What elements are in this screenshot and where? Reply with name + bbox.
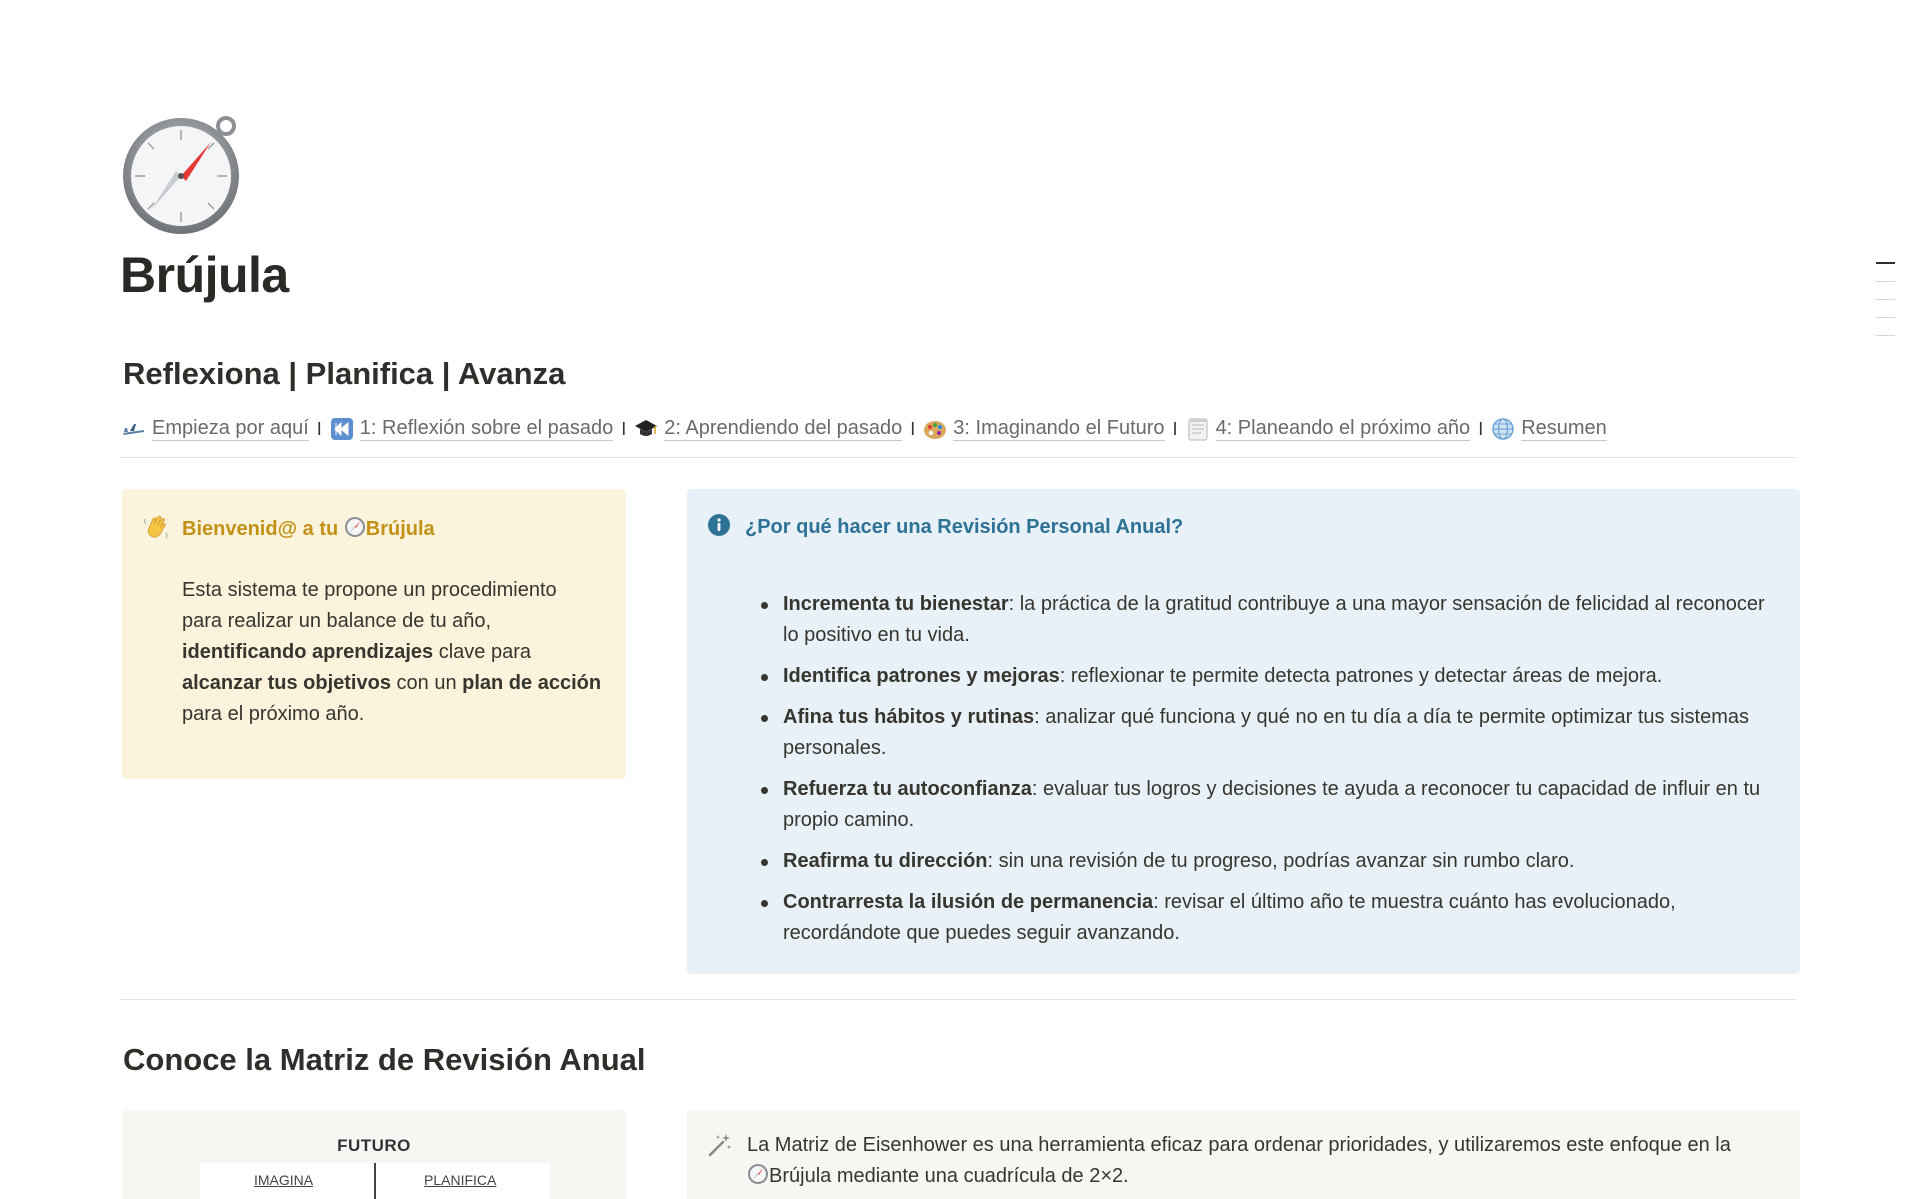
list-item: Identifica patrones y mejoras: reflexionar te permite detecta patrones y detectar áreas de mejora. bbox=[759, 661, 1769, 692]
info-icon bbox=[707, 513, 731, 542]
welcome-title-link[interactable]: Brújula bbox=[365, 517, 435, 540]
outline-item[interactable] bbox=[1876, 317, 1895, 318]
divider bbox=[120, 999, 1796, 1000]
welcome-callout bbox=[122, 489, 626, 779]
rewind-icon bbox=[330, 417, 354, 441]
why-callout-header bbox=[707, 513, 1183, 542]
nav-link-start[interactable]: Empieza por aquí bbox=[122, 417, 309, 441]
nav-links bbox=[122, 414, 1607, 444]
nav-separator: I bbox=[316, 418, 322, 439]
matrix-callout-link[interactable]: Brújula bbox=[769, 1165, 832, 1187]
compass-icon bbox=[344, 516, 366, 544]
matrix-image[interactable] bbox=[122, 1110, 626, 1199]
matrix-callout-text: La Matriz de Eisenhower es una herramienta eficaz para ordenar prioridades, y utilizaremos este enfoque en la Brújula mediante una cuadrícula de 2×2. bbox=[747, 1130, 1757, 1195]
notepad-icon bbox=[1186, 417, 1210, 441]
page-outline[interactable] bbox=[1876, 262, 1896, 353]
list-item: Incrementa tu bienestar: la práctica de la gratitud contribuye a una mayor sensación de felicidad al reconocer lo positivo en tu vida. bbox=[759, 589, 1769, 651]
outline-item[interactable] bbox=[1876, 262, 1895, 264]
list-item: Reafirma tu dirección: sin una revisión de tu progreso, podrías avanzar sin rumbo claro. bbox=[759, 846, 1769, 877]
matrix-cell-planifica: PLANIFICA bbox=[424, 1172, 497, 1188]
magic-wand-icon bbox=[707, 1132, 733, 1163]
palette-icon bbox=[923, 417, 947, 441]
list-item: Contrarresta la ilusión de permanencia: revisar el último año te muestra cuánto has evolucionado, recordándote que puedes seguir avanzando. bbox=[759, 887, 1769, 949]
page-title: Brújula bbox=[120, 247, 289, 303]
welcome-callout-header bbox=[142, 513, 435, 546]
nav-link-planeando[interactable]: 4: Planeando el próximo año bbox=[1186, 417, 1471, 441]
compass-icon[interactable] bbox=[120, 112, 244, 236]
airplane-icon bbox=[122, 417, 146, 441]
globe-icon bbox=[1491, 417, 1515, 441]
why-callout bbox=[687, 489, 1800, 974]
nav-link-reflexion[interactable]: 1: Reflexión sobre el pasado bbox=[330, 417, 614, 441]
outline-item[interactable] bbox=[1876, 335, 1895, 336]
nav-separator: I bbox=[1172, 418, 1178, 439]
list-item: Afina tus hábitos y rutinas: analizar qué funciona y qué no en tu día a día te permite optimizar tus sistemas personales. bbox=[759, 702, 1769, 764]
nav-link-imaginando[interactable]: 3: Imaginando el Futuro bbox=[923, 417, 1164, 441]
matrix-cell-imagina: IMAGINA bbox=[254, 1172, 314, 1188]
nav-link-resumen[interactable]: Resumen bbox=[1491, 417, 1607, 441]
welcome-body: Esta sistema te propone un procedimiento para realizar un balance de tu año, identificando aprendizajes clave para alcanzar tus objetivos con un plan de acción para el próximo año. bbox=[182, 579, 602, 725]
divider bbox=[120, 457, 1796, 458]
nav-link-aprendiendo[interactable]: 2: Aprendiendo del pasado bbox=[634, 417, 902, 441]
list-item: Refuerza tu autoconfianza: evaluar tus logros y decisiones te ayuda a reconocer tu capacidad de influir en tu propio camino. bbox=[759, 774, 1769, 836]
graduation-cap-icon bbox=[634, 417, 658, 441]
page-subtitle: Reflexiona | Planifica | Avanza bbox=[123, 356, 566, 391]
matrix-callout bbox=[687, 1110, 1800, 1199]
nav-separator: I bbox=[910, 418, 916, 439]
welcome-title: Bienvenid@ a tu Brújula bbox=[182, 516, 435, 544]
why-title: ¿Por qué hacer una Revisión Personal Anual? bbox=[745, 516, 1184, 538]
section-heading: Conoce la Matriz de Revisión Anual bbox=[123, 1042, 646, 1077]
matrix-axis bbox=[374, 1163, 376, 1199]
outline-item[interactable] bbox=[1876, 281, 1895, 282]
compass-icon bbox=[747, 1163, 769, 1195]
outline-item[interactable] bbox=[1876, 299, 1895, 300]
nav-separator: I bbox=[621, 418, 627, 439]
nav-separator: I bbox=[1478, 418, 1484, 439]
waving-hand-icon bbox=[142, 513, 170, 546]
why-list bbox=[759, 589, 1769, 959]
matrix-top-label: FUTURO bbox=[337, 1136, 411, 1155]
